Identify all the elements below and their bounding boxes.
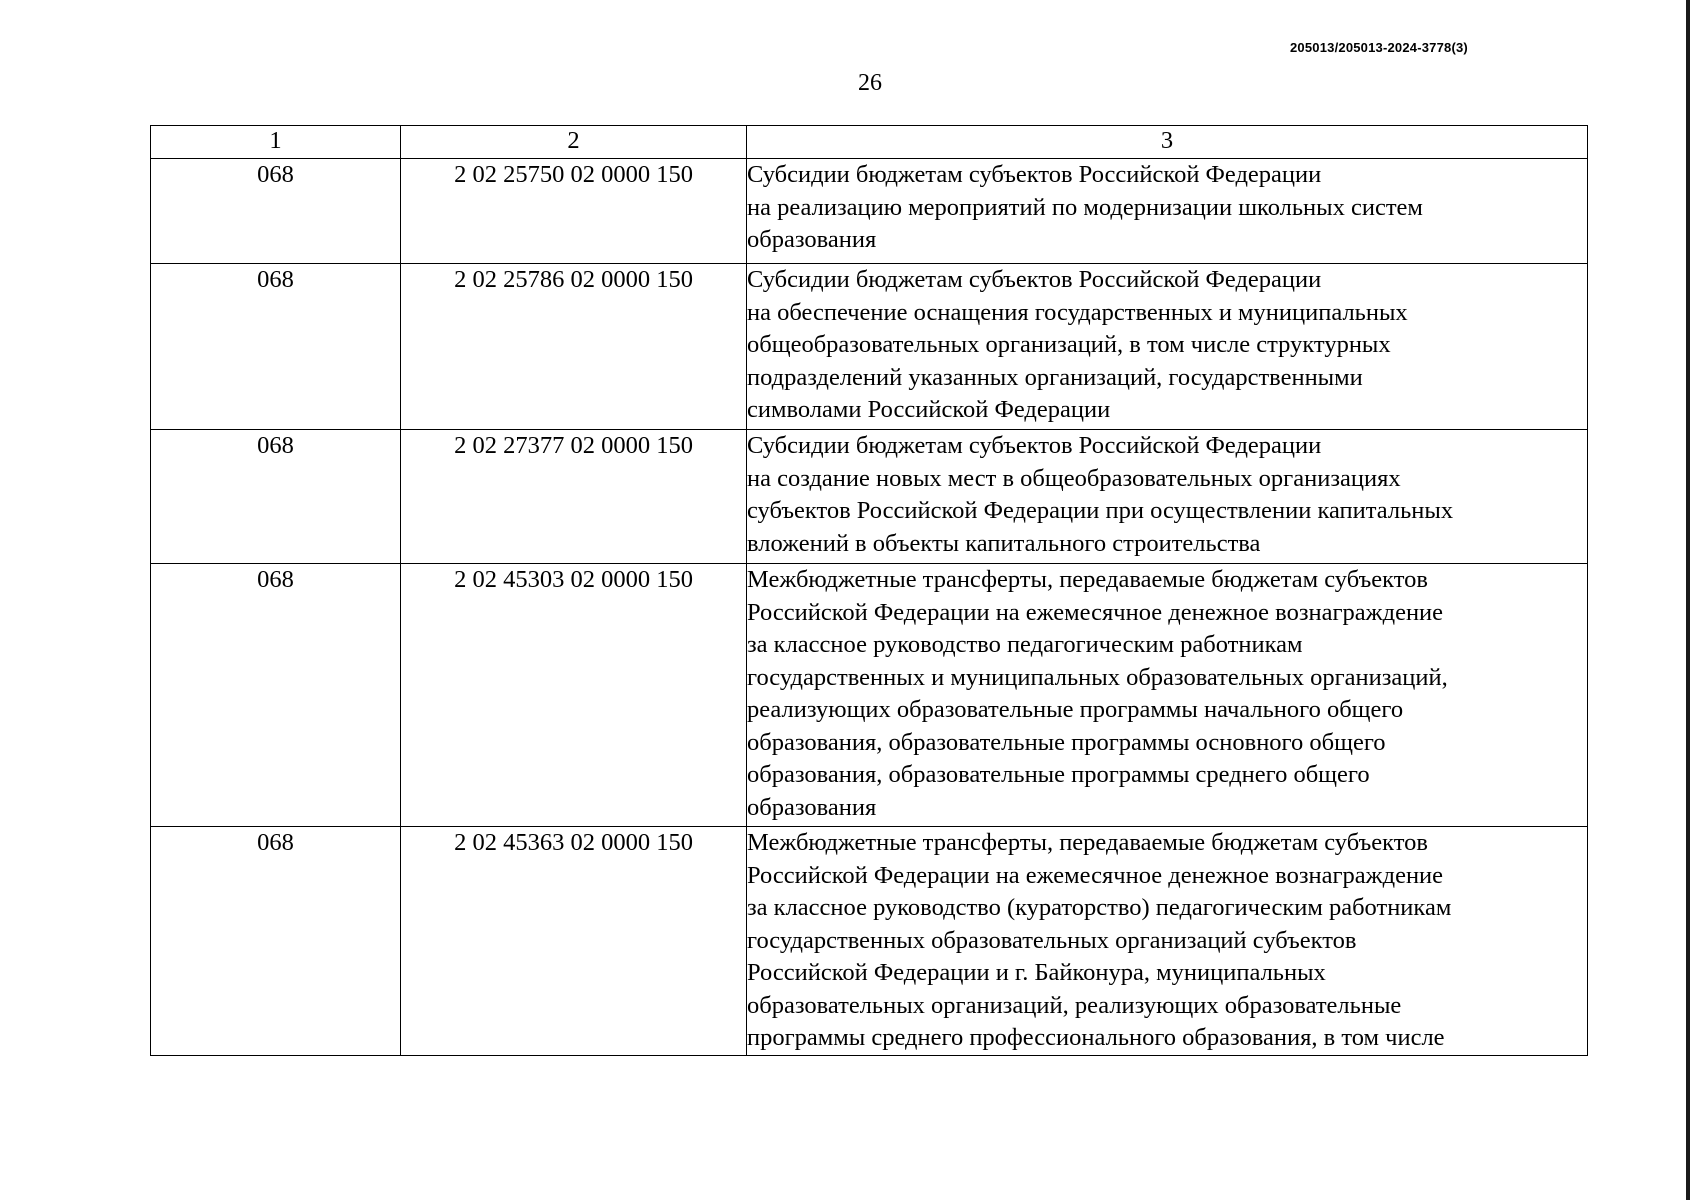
admin-code-cell: 068 [151, 827, 401, 1056]
table-row [151, 430, 1588, 564]
description-cell [747, 564, 1588, 827]
description-line: образовательных организаций, реализующих образовательные [747, 991, 1402, 1019]
budget-code-cell: 2 02 45303 02 0000 150 [401, 564, 747, 827]
budget-code-cell: 2 02 45363 02 0000 150 [401, 827, 747, 1056]
description-line: на обеспечение оснащения государственных и муниципальных [747, 298, 1408, 326]
budget-codes-table [150, 125, 1588, 1056]
description-line: государственных образовательных организаций субъектов [747, 926, 1357, 954]
description-line: образования, образовательные программы основного общего [747, 728, 1386, 756]
table-row [151, 564, 1588, 827]
description-cell [747, 159, 1588, 264]
description-line: программы среднего профессионального образования, в том числе [747, 1024, 1445, 1051]
description-line: на реализацию мероприятий по модернизации школьных систем [747, 193, 1423, 221]
description-cell [747, 264, 1588, 430]
description-line: Субсидии бюджетам субъектов Российской Федерации [747, 266, 1322, 293]
table-row [151, 827, 1588, 1056]
admin-code-cell: 068 [151, 264, 401, 430]
description-line: государственных и муниципальных образовательных организаций, [747, 663, 1448, 691]
description-line: вложений в объекты капитального строительства [747, 529, 1261, 557]
document-id: 205013/205013-2024-3778(3) [1290, 40, 1468, 55]
description-line: Российской Федерации и г. Байконура, муниципальных [747, 959, 1326, 986]
admin-code-cell: 068 [151, 430, 401, 564]
description-cell [747, 430, 1588, 564]
column-header-1: 1 [151, 126, 401, 159]
description-line: Субсидии бюджетам субъектов Российской Федерации [747, 161, 1322, 188]
description-line: за классное руководство (кураторство) педагогическим работникам [747, 894, 1452, 921]
description-line: общеобразовательных организаций, в том числе структурных [747, 331, 1391, 358]
column-header-3: 3 [747, 126, 1588, 159]
description-line: субъектов Российской Федерации при осуществлении капитальных [747, 497, 1454, 524]
description-line: образования, образовательные программы среднего общего [747, 761, 1370, 788]
description-line: подразделений указанных организаций, государственными [747, 363, 1363, 391]
description-line: на создание новых мест в общеобразовательных организациях [747, 464, 1401, 492]
description-line: образования [747, 226, 877, 253]
table-row [151, 159, 1588, 264]
description-cell [747, 827, 1588, 1056]
page-number: 26 [858, 70, 882, 96]
description-line: за классное руководство педагогическим работникам [747, 631, 1303, 658]
budget-code-cell: 2 02 25750 02 0000 150 [401, 159, 747, 264]
description-line: символами Российской Федерации [747, 396, 1111, 423]
description-line: Российской Федерации на ежемесячное денежное вознаграждение [747, 598, 1444, 626]
description-line: реализующих образовательные программы начального общего [747, 696, 1404, 723]
column-header-2: 2 [401, 126, 747, 159]
scan-edge-line [1686, 0, 1690, 1200]
description-line: Субсидии бюджетам субъектов Российской Федерации [747, 432, 1322, 459]
table-header-row [151, 126, 1588, 159]
budget-code-cell: 2 02 25786 02 0000 150 [401, 264, 747, 430]
description-line: Межбюджетные трансферты, передаваемые бюджетам субъектов [747, 566, 1428, 593]
description-line: образования [747, 793, 877, 821]
budget-code-cell: 2 02 27377 02 0000 150 [401, 430, 747, 564]
admin-code-cell: 068 [151, 564, 401, 827]
description-line: Межбюджетные трансферты, передаваемые бюджетам субъектов [747, 829, 1428, 856]
table-row [151, 264, 1588, 430]
description-line: Российской Федерации на ежемесячное денежное вознаграждение [747, 861, 1444, 889]
admin-code-cell: 068 [151, 159, 401, 264]
